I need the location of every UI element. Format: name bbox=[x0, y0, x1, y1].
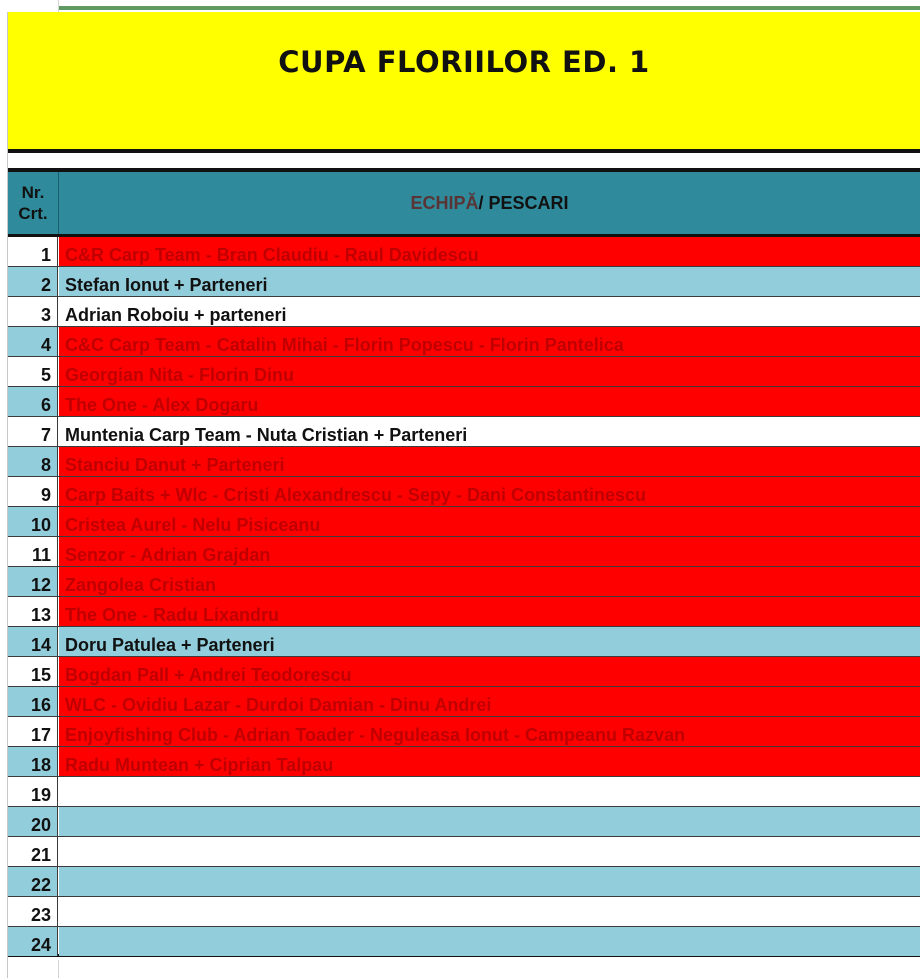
row-number-cell[interactable]: 23 bbox=[8, 897, 58, 926]
table-row bbox=[8, 837, 920, 867]
table-row bbox=[8, 387, 920, 417]
row-number-cell[interactable]: 3 bbox=[8, 297, 58, 326]
header-team[interactable] bbox=[59, 172, 920, 234]
team-name-cell[interactable]: Zangolea Cristian bbox=[59, 567, 920, 596]
row-number-cell[interactable]: 7 bbox=[8, 417, 58, 446]
row-number-cell[interactable]: 17 bbox=[8, 717, 58, 746]
team-name-cell[interactable]: Carp Baits + Wlc - Cristi Alexandrescu - Sepy - Dani Constantinescu bbox=[59, 477, 920, 506]
row-number-cell[interactable]: 11 bbox=[8, 537, 58, 566]
header-nr-label: Nr. bbox=[21, 183, 45, 202]
team-name-cell[interactable]: WLC - Ovidiu Lazar - Durdoi Damian - Dinu Andrei bbox=[59, 687, 920, 716]
table-row bbox=[8, 927, 920, 957]
team-name-cell[interactable]: Radu Muntean + Ciprian Talpau bbox=[59, 747, 920, 776]
row-number-cell[interactable]: 18 bbox=[8, 747, 58, 776]
row-number-cell[interactable]: 19 bbox=[8, 777, 58, 806]
team-name-cell[interactable]: The One - Alex Dogaru bbox=[59, 387, 920, 416]
row-number-cell[interactable]: 5 bbox=[8, 357, 58, 386]
row-number-cell[interactable]: 14 bbox=[8, 627, 58, 656]
selection-highlight bbox=[58, 6, 920, 10]
row-number-cell[interactable]: 13 bbox=[8, 597, 58, 626]
team-name-cell[interactable]: Doru Patulea + Parteneri bbox=[59, 627, 920, 656]
team-name-cell[interactable]: Cristea Aurel - Nelu Pisiceanu bbox=[59, 507, 920, 536]
team-name-cell[interactable]: Adrian Roboiu + parteneri bbox=[59, 297, 920, 326]
table-row bbox=[8, 327, 920, 357]
table-row bbox=[8, 537, 920, 567]
row-number-cell[interactable]: 15 bbox=[8, 657, 58, 686]
team-name-cell[interactable]: Stanciu Danut + Parteneri bbox=[59, 447, 920, 476]
header-team-label: ECHIPĂ bbox=[410, 192, 479, 213]
header-nr-crt[interactable] bbox=[8, 172, 59, 234]
table-row bbox=[8, 447, 920, 477]
team-name-cell[interactable]: The One - Radu Lixandru bbox=[59, 597, 920, 626]
page-title: CUPA FLORIILOR ED. 1 bbox=[278, 45, 650, 79]
team-name-cell[interactable]: Muntenia Carp Team - Nuta Cristian + Parteneri bbox=[59, 417, 920, 446]
sheet-bottom bbox=[8, 960, 920, 978]
table-row bbox=[8, 807, 920, 837]
table-row bbox=[8, 657, 920, 687]
table-row bbox=[8, 507, 920, 537]
team-name-cell[interactable]: Bogdan Pall + Andrei Teodorescu bbox=[59, 657, 920, 686]
team-name-cell[interactable]: Stefan Ionut + Parteneri bbox=[59, 267, 920, 296]
row-number-cell[interactable]: 16 bbox=[8, 687, 58, 716]
row-number-cell[interactable]: 24 bbox=[8, 927, 58, 956]
team-table bbox=[8, 237, 920, 957]
team-name-cell[interactable] bbox=[59, 897, 920, 926]
team-name-cell[interactable]: Georgian Nita - Florin Dinu bbox=[59, 357, 920, 386]
header-fishers-label: / PESCARI bbox=[478, 192, 569, 213]
table-row bbox=[8, 267, 920, 297]
team-name-cell[interactable]: C&C Carp Team - Catalin Mihai - Florin Popescu - Florin Pantelica bbox=[59, 327, 920, 356]
row-number-cell[interactable]: 6 bbox=[8, 387, 58, 416]
row-number-cell[interactable]: 9 bbox=[8, 477, 58, 506]
table-row bbox=[8, 567, 920, 597]
table-row bbox=[8, 417, 920, 447]
table-row bbox=[8, 897, 920, 927]
table-row bbox=[8, 777, 920, 807]
title-cell[interactable] bbox=[8, 12, 920, 150]
row-number-cell[interactable]: 2 bbox=[8, 267, 58, 296]
spacer-row[interactable] bbox=[8, 154, 920, 168]
table-row bbox=[8, 747, 920, 777]
sheet-left-edge bbox=[0, 0, 8, 978]
team-name-cell[interactable] bbox=[59, 927, 920, 956]
table-row bbox=[8, 867, 920, 897]
divider bbox=[8, 149, 920, 153]
row-number-cell[interactable]: 4 bbox=[8, 327, 58, 356]
row-number-cell[interactable]: 21 bbox=[8, 837, 58, 866]
team-name-cell[interactable] bbox=[59, 777, 920, 806]
team-name-cell[interactable]: C&R Carp Team - Bran Claudiu - Raul Davidescu bbox=[59, 237, 920, 266]
table-row bbox=[8, 627, 920, 657]
table-row bbox=[8, 597, 920, 627]
table-row bbox=[8, 297, 920, 327]
row-number-cell[interactable]: 12 bbox=[8, 567, 58, 596]
row-number-cell[interactable]: 20 bbox=[8, 807, 58, 836]
table-row bbox=[8, 237, 920, 267]
table-header bbox=[8, 172, 920, 234]
team-name-cell[interactable] bbox=[59, 837, 920, 866]
team-name-cell[interactable] bbox=[59, 867, 920, 896]
row-number-cell[interactable]: 8 bbox=[8, 447, 58, 476]
header-crt-label: Crt. bbox=[18, 204, 48, 223]
table-row bbox=[8, 477, 920, 507]
team-name-cell[interactable] bbox=[59, 807, 920, 836]
row-number-cell[interactable]: 1 bbox=[8, 237, 58, 266]
row-number-cell[interactable]: 22 bbox=[8, 867, 58, 896]
table-row bbox=[8, 687, 920, 717]
row-number-cell[interactable]: 10 bbox=[8, 507, 58, 536]
team-name-cell[interactable]: Enjoyfishing Club - Adrian Toader - Neguleasa Ionut - Campeanu Razvan bbox=[59, 717, 920, 746]
sheet-top-edge bbox=[0, 0, 920, 12]
table-row bbox=[8, 717, 920, 747]
table-row bbox=[8, 357, 920, 387]
team-name-cell[interactable]: Senzor - Adrian Grajdan bbox=[59, 537, 920, 566]
